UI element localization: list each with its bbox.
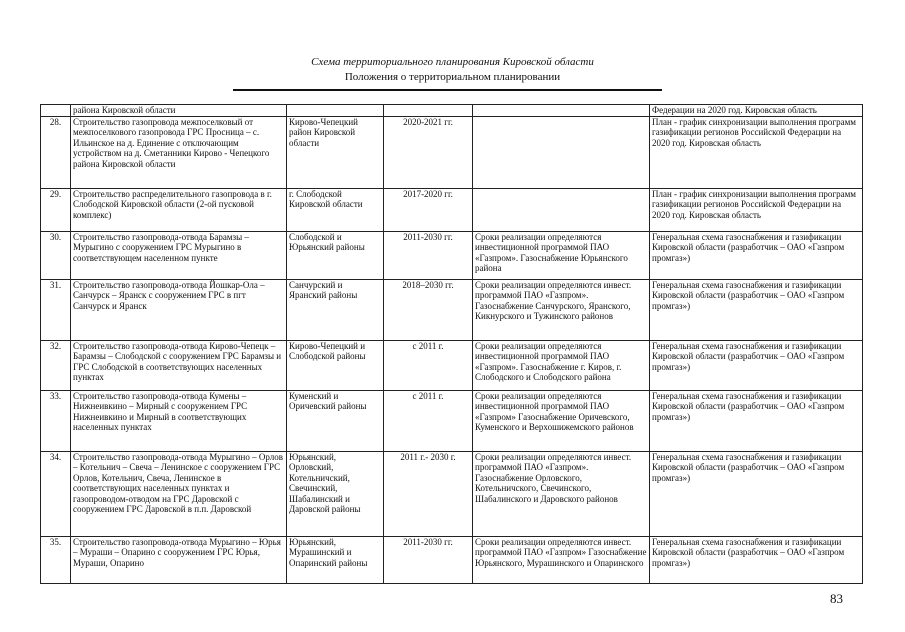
row-number	[41, 105, 71, 117]
row-period: с 2011 г.	[384, 340, 473, 390]
table-row	[41, 451, 863, 536]
table-row	[41, 116, 863, 188]
row-number: 28.	[41, 116, 71, 188]
row-note: Сроки реализации определяются инвестиционной программой ПАО «Газпром» Газоснабжение Оричевского, Куменского и Верхошижемского районов	[473, 390, 650, 451]
row-note	[473, 188, 650, 231]
page-number: 83	[830, 591, 843, 606]
row-note: Сроки реализации определяются инвест. программой ПАО «Газпром». Газоснабжение Санчурского, Яранского, Кикнурского и Тужинского районов	[473, 279, 650, 340]
row-basis: Федерации на 2020 год. Кировская область	[650, 105, 863, 117]
row-period: с 2011 г.	[384, 390, 473, 451]
table-row	[41, 188, 863, 231]
row-number: 32.	[41, 340, 71, 390]
row-note: Сроки реализации определяются инвест. программой ПАО «Газпром» Газоснабжение Юрьянского, Мурашинского и Опаринского	[473, 536, 650, 583]
row-basis: Генеральная схема газоснабжения и газификации Кировской области (разработчик – ОАО «Газпром промгаз»)	[650, 279, 863, 340]
table-row	[41, 340, 863, 390]
row-description: Строительство газопровода-отвода Кумены – Нижнеивкино – Мирный с сооружением ГРС Нижнеивкино и Мирный в соответствующих населенных пунктах	[71, 390, 287, 451]
row-description: Строительство газопровода-отвода Йошкар-Ола – Санчурск – Яранск с сооружением ГРС в пгт Санчурск и Яранск	[71, 279, 287, 340]
row-location: Куменский и Оричевский районы	[287, 390, 384, 451]
row-location	[287, 105, 384, 117]
row-number: 30.	[41, 231, 71, 279]
table-row	[41, 390, 863, 451]
row-description: Строительство газопровода-отвода Мурыгино – Юрья – Мураши – Опарино с сооружением ГРС Юрья, Мураши, Опарино	[71, 536, 287, 583]
row-description: Строительство газопровода межпоселковый от межпоселкового газопровода ГРС Просница – с. Ильинское на д. Единение с отключающим устройством на д. Сметанники Кирово - Чепецкого района Кировской области	[71, 116, 287, 188]
row-period: 2011-2030 гг.	[384, 231, 473, 279]
row-basis: Генеральная схема газоснабжения и газификации Кировской области (разработчик – ОАО «Газпром промгаз»)	[650, 390, 863, 451]
header-rule	[233, 89, 662, 91]
table-row	[41, 279, 863, 340]
row-note: Сроки реализации определяются инвестиционной программой ПАО «Газпром». Газоснабжение г. Киров, г. Слободского и Слободского района	[473, 340, 650, 390]
row-description: Строительство распределительного газопровода в г. Слободской Кировской области (2-ой пусковой комплекс)	[71, 188, 287, 231]
row-location: Юрьянский, Орловский, Котельничский, Свечинский, Шабалинский и Даровской районы	[287, 451, 384, 536]
document-subtitle: Положения о территориальном планировании	[344, 71, 561, 83]
table-row	[41, 231, 863, 279]
row-number: 33.	[41, 390, 71, 451]
document-title: Схема территориального планирования Кировской области	[311, 56, 594, 68]
row-number: 29.	[41, 188, 71, 231]
row-basis: Генеральная схема газоснабжения и газификации Кировской области (разработчик – ОАО «Газпром промгаз»)	[650, 231, 863, 279]
row-note: Сроки реализации определяются инвестиционной программой ПАО «Газпром». Газоснабжение Юрьянского района	[473, 231, 650, 279]
row-period: 2020-2021 гг.	[384, 116, 473, 188]
row-location: Кирово-Чепецкий и Слободской районы	[287, 340, 384, 390]
row-number: 35.	[41, 536, 71, 583]
row-note	[473, 105, 650, 117]
row-description: Строительство газопровода-отвода Барамзы – Мурыгино с сооружением ГРС Мурыгино в соответствующем населенном пункте	[71, 231, 287, 279]
row-note	[473, 116, 650, 188]
projects-table	[40, 104, 863, 584]
row-note: Сроки реализации определяются инвест. программой ПАО «Газпром». Газоснабжение Орловского, Котельничского, Свечинского, Шабалинского и Даровского районов	[473, 451, 650, 536]
row-basis: Генеральная схема газоснабжения и газификации Кировской области (разработчик – ОАО «Газпром промгаз»)	[650, 536, 863, 583]
row-number: 34.	[41, 451, 71, 536]
row-period: 2011 г.- 2030 г.	[384, 451, 473, 536]
row-period: 2011-2030 гг.	[384, 536, 473, 583]
row-basis: План - график синхронизации выполнения программ газификации регионов Российской Федерации на 2020 год. Кировская область	[650, 188, 863, 231]
row-description: района Кировской области	[71, 105, 287, 117]
table-row	[41, 536, 863, 583]
row-location: Слободской и Юрьянский районы	[287, 231, 384, 279]
table-row	[41, 105, 863, 117]
row-location: Юрьянский, Мурашинский и Опаринский районы	[287, 536, 384, 583]
row-period	[384, 105, 473, 117]
row-location: г. Слободской Кировской области	[287, 188, 384, 231]
row-number: 31.	[41, 279, 71, 340]
row-period: 2017-2020 гг.	[384, 188, 473, 231]
row-period: 2018–2030 гг.	[384, 279, 473, 340]
row-location: Санчурский и Яранский районы	[287, 279, 384, 340]
row-basis: Генеральная схема газоснабжения и газификации Кировской области (разработчик – ОАО «Газпром промгаз»)	[650, 451, 863, 536]
row-basis: План - график синхронизации выполнения программ газификации регионов Российской Федерации на 2020 год. Кировская область	[650, 116, 863, 188]
row-description: Строительство газопровода-отвода Кирово-Чепецк – Барамзы – Слободской с сооружением ГРС Барамзы и ГРС Слободской в соответствующих населенных пунктах	[71, 340, 287, 390]
row-location: Кирово-Чепецкий район Кировской области	[287, 116, 384, 188]
row-basis: Генеральная схема газоснабжения и газификации Кировской области (разработчик – ОАО «Газпром промгаз»)	[650, 340, 863, 390]
row-description: Строительство газопровода-отвода Мурыгино – Орлов – Котельнич – Свеча – Ленинское с сооружением ГРС Орлов, Котельнич, Свеча, Ленинское в соответствующих населенных пунктах и газопроводом-отводом на ГРС Даровской с сооружением ГРС Даровской в п.п. Даровской	[71, 451, 287, 536]
